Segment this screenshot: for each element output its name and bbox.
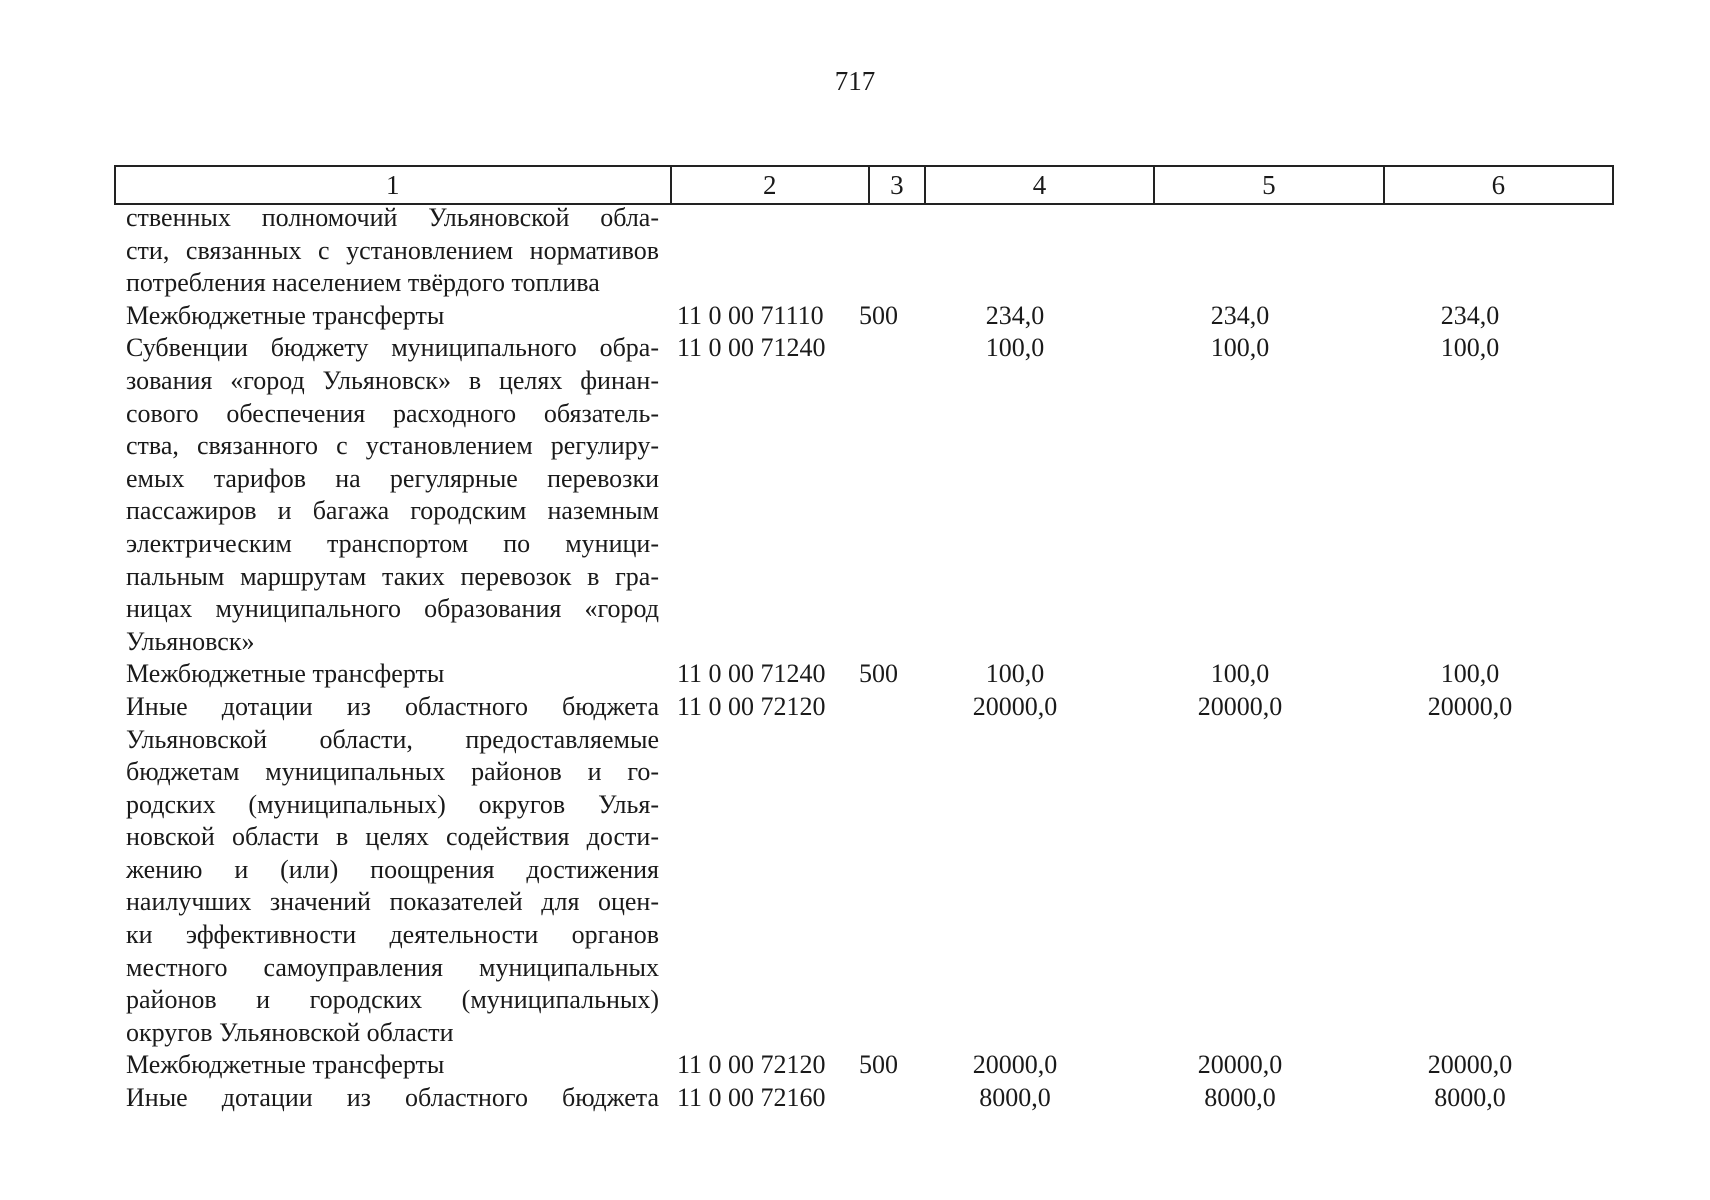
description-line: новской области в целях содействия дости- — [126, 822, 659, 852]
value-col-6 — [1355, 202, 1585, 300]
table-row — [114, 332, 1614, 658]
description-line: сового обеспечения расходного обязатель- — [126, 398, 659, 428]
table-row — [114, 658, 1614, 691]
header-col-2: 2 — [670, 167, 868, 203]
table-row — [114, 691, 1614, 1050]
expense-type: 500 — [859, 659, 898, 689]
value-col-4: 20000,0 — [972, 691, 1058, 721]
value-col-5: 20000,0 — [1197, 691, 1283, 721]
budget-code: 11 0 00 71240 — [677, 333, 826, 363]
value-col-4: 20000,0 — [972, 1050, 1058, 1080]
value-col-4: 100,0 — [985, 659, 1045, 689]
value-col-6: 20000,0 — [1427, 1050, 1513, 1080]
description-line: округов Ульяновской области — [126, 1017, 454, 1047]
description-line: ки эффективности деятельности органов — [126, 920, 659, 950]
description-line: потребления населением твёрдого топлива — [126, 268, 600, 298]
row-description — [114, 1082, 659, 1115]
table-row — [114, 300, 1614, 333]
header-col-5: 5 — [1153, 167, 1382, 203]
row-description — [114, 1049, 659, 1082]
value-col-4: 234,0 — [985, 300, 1045, 330]
table-header — [114, 165, 1614, 205]
description-line: Субвенции бюджету муниципального обра- — [126, 333, 659, 363]
description-line: родских (муниципальных) округов Улья- — [126, 789, 659, 819]
description-line: Иные дотации из областного бюджета — [126, 1083, 659, 1113]
value-col-4: 8000,0 — [979, 1083, 1051, 1113]
description-line: емых тарифов на регулярные перевозки — [126, 463, 659, 493]
description-line: Иные дотации из областного бюджета — [126, 691, 659, 721]
budget-code: 11 0 00 72160 — [677, 1083, 826, 1113]
budget-code: 11 0 00 72120 — [677, 1050, 826, 1080]
expense-type — [849, 332, 905, 658]
expense-type — [849, 202, 905, 300]
description-line: Межбюджетные трансферты — [126, 659, 445, 689]
description-line: жению и (или) поощрения достижения — [126, 854, 659, 884]
description-line: пальным маршрутам таких перевозок в гра- — [126, 561, 659, 591]
budget-code — [659, 202, 849, 300]
expense-type — [849, 691, 905, 1050]
value-col-5: 100,0 — [1210, 659, 1270, 689]
description-line: Межбюджетные трансферты — [126, 300, 445, 330]
description-line: ственных полномочий Ульяновской обла- — [126, 203, 659, 232]
description-line: ницах муниципального образования «город — [126, 594, 659, 624]
expense-type: 500 — [859, 1050, 898, 1080]
row-description — [114, 300, 659, 333]
expense-type: 500 — [859, 300, 898, 330]
description-line: районов и городских (муниципальных) — [126, 985, 659, 1015]
row-description — [114, 691, 659, 1050]
table-row — [114, 1049, 1614, 1082]
description-line: Ульяновск» — [126, 626, 255, 656]
value-col-4 — [905, 202, 1125, 300]
value-col-6: 100,0 — [1440, 333, 1500, 363]
table-body — [114, 202, 1614, 1115]
value-col-5: 8000,0 — [1204, 1083, 1276, 1113]
budget-code: 11 0 00 71110 — [677, 300, 824, 330]
description-line: наилучших значений показателей для оцен- — [126, 887, 659, 917]
header-col-6: 6 — [1383, 167, 1612, 203]
description-line: Межбюджетные трансферты — [126, 1050, 445, 1080]
header-col-1: 1 — [386, 170, 400, 200]
value-col-5: 20000,0 — [1197, 1050, 1283, 1080]
description-line: пассажиров и багажа городским наземным — [126, 496, 659, 526]
row-description — [114, 332, 659, 658]
description-line: зования «город Ульяновск» в целях финан- — [126, 365, 659, 395]
header-col-4: 4 — [924, 167, 1153, 203]
value-col-6: 234,0 — [1440, 300, 1500, 330]
row-description — [114, 202, 659, 300]
value-col-6: 20000,0 — [1427, 691, 1513, 721]
description-line: электрическим транспортом по муници- — [126, 528, 659, 558]
value-col-5: 100,0 — [1210, 333, 1270, 363]
value-col-6: 100,0 — [1440, 659, 1500, 689]
page-number: 717 — [834, 66, 876, 96]
description-line: местного самоуправления муниципальных — [126, 952, 659, 982]
value-col-6: 8000,0 — [1434, 1083, 1506, 1113]
table-row — [114, 202, 1614, 300]
value-col-5 — [1125, 202, 1355, 300]
description-line: Ульяновской области, предоставляемые — [126, 724, 659, 754]
table-row — [114, 1082, 1614, 1115]
description-line: сти, связанных с установлением нормативов — [126, 235, 659, 265]
value-col-5: 234,0 — [1210, 300, 1270, 330]
description-line: ства, связанного с установлением регулиру- — [126, 431, 659, 461]
description-line: бюджетам муниципальных районов и го- — [126, 757, 659, 787]
expense-type — [849, 1082, 905, 1115]
value-col-4: 100,0 — [985, 333, 1045, 363]
budget-code: 11 0 00 71240 — [677, 659, 826, 689]
header-col-3: 3 — [868, 167, 924, 203]
row-description — [114, 658, 659, 691]
budget-code: 11 0 00 72120 — [677, 691, 826, 721]
